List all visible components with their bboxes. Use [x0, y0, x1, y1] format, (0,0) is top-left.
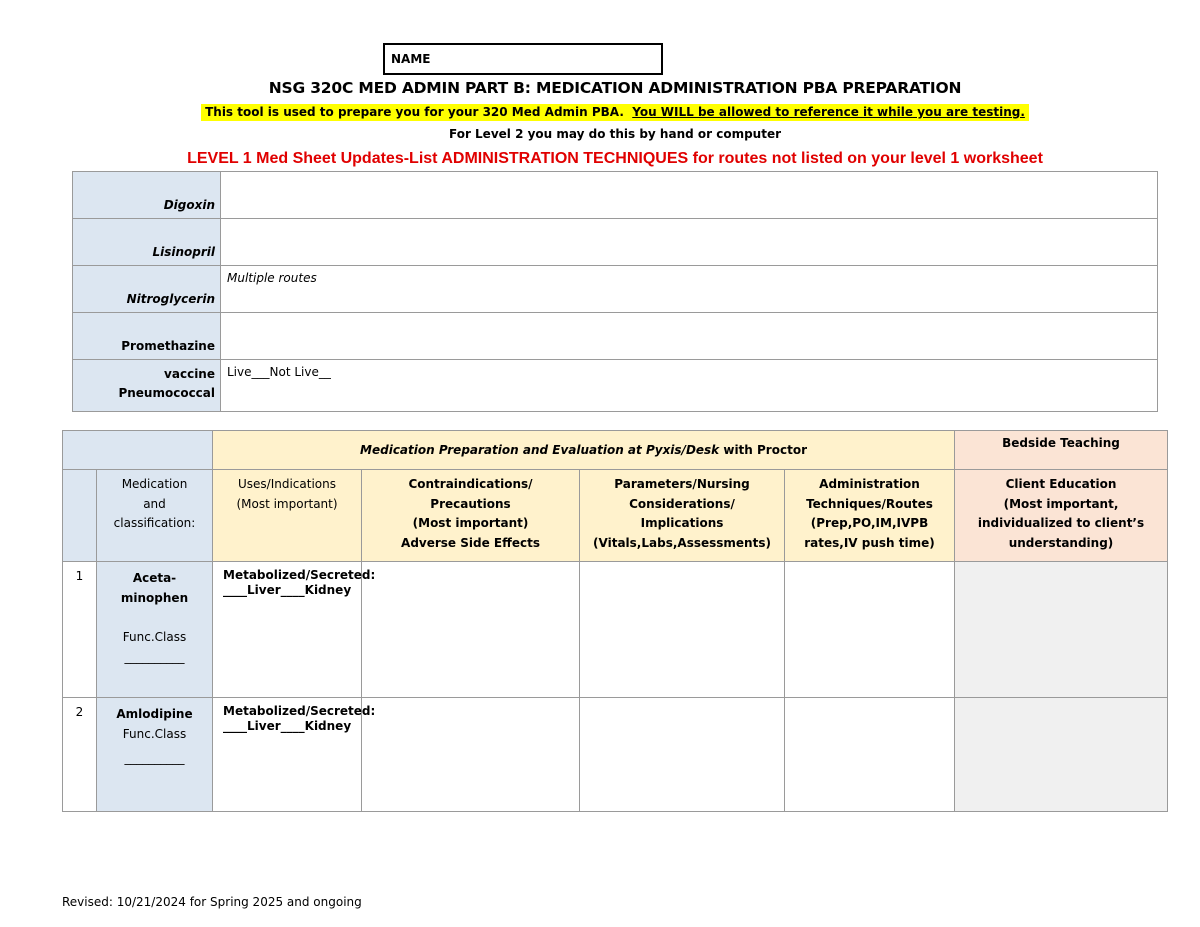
num-header	[63, 470, 97, 562]
page-title: NSG 320C MED ADMIN PART B: MEDICATION ADMINISTRATION PBA PREPARATION	[268, 79, 962, 97]
contraindications-cell[interactable]	[362, 562, 580, 698]
subtitle-part1: This tool is used to prepare you for your 320 Med Admin PBA.	[205, 105, 624, 119]
row-number: 2	[63, 698, 97, 812]
administration-cell[interactable]	[785, 698, 955, 812]
table-row	[73, 172, 1158, 219]
uses-header: Uses/Indications (Most important)	[213, 470, 362, 562]
func-class-blank[interactable]: __________	[124, 650, 185, 664]
table-row	[73, 266, 1158, 313]
drug-label-line1: vaccine	[164, 367, 215, 381]
func-class-label: Func.Class	[122, 630, 187, 644]
medication-name: Aceta-	[132, 571, 177, 585]
prep-banner	[213, 431, 955, 470]
medication-header: Medication and classification:	[97, 470, 213, 562]
func-class-label: Func.Class	[122, 727, 187, 741]
drug-label: Lisinopril	[73, 219, 221, 266]
education-cell[interactable]	[955, 698, 1168, 812]
drug-label: Nitroglycerin	[73, 266, 221, 313]
revision-footer: Revised: 10/21/2024 for Spring 2025 and ongoing	[62, 895, 362, 909]
drug-entry[interactable]: Live___Not Live__	[221, 360, 1158, 412]
subtitle-part2: You WILL be allowed to reference it while you are testing.	[632, 105, 1025, 119]
subtitle	[0, 105, 1200, 119]
banner-main: Medication Preparation and Evaluation at Pyxis/Desk	[360, 443, 720, 457]
parameters-cell[interactable]	[580, 698, 785, 812]
education-cell[interactable]	[955, 562, 1168, 698]
metabolized-options[interactable]: ____Liver____Kidney	[223, 583, 352, 597]
medication-cell	[97, 698, 213, 812]
header-blank	[63, 431, 213, 470]
table-row	[73, 313, 1158, 360]
table-header-row	[63, 431, 1168, 470]
contraindications-cell[interactable]	[362, 698, 580, 812]
medication-name: Amlodipine	[116, 707, 193, 721]
uses-cell[interactable]	[213, 562, 376, 698]
drug-entry[interactable]	[221, 219, 1158, 266]
prep-table	[62, 430, 1168, 812]
medication-cell	[97, 562, 213, 698]
level1-table	[72, 171, 1158, 412]
metabolized-label: Metabolized/Secreted:	[223, 704, 376, 718]
administration-header: Administration Techniques/Routes (Prep,PO,IM,IVPB rates,IV push time)	[785, 470, 955, 562]
education-header: Client Education (Most important, individualized to client’s understanding)	[955, 470, 1168, 562]
level2-note: For Level 2 you may do this by hand or computer	[448, 127, 782, 141]
drug-label	[73, 360, 221, 412]
drug-label: Promethazine	[73, 313, 221, 360]
level1-heading: LEVEL 1 Med Sheet Updates-List ADMINISTRATION TECHNIQUES for routes not listed on your level 1 worksheet	[187, 150, 1043, 167]
drug-entry[interactable]: Multiple routes	[221, 266, 1158, 313]
contraindications-header: Contraindications/ Precautions (Most important) Adverse Side Effects	[362, 470, 580, 562]
uses-cell[interactable]	[213, 698, 376, 812]
func-class-blank[interactable]: __________	[124, 751, 185, 765]
table-header-row	[63, 470, 1168, 562]
table-row	[63, 562, 1168, 698]
administration-cell[interactable]	[785, 562, 955, 698]
drug-label-line2: Pneumococcal	[118, 386, 215, 400]
parameters-header: Parameters/Nursing Considerations/ Implications (Vitals,Labs,Assessments)	[580, 470, 785, 562]
metabolized-options[interactable]: ____Liver____Kidney	[223, 719, 352, 733]
medication-name-cont: minophen	[120, 591, 189, 605]
bedside-teaching-header: Bedside Teaching	[955, 431, 1168, 470]
table-row	[73, 360, 1158, 412]
row-number: 1	[63, 562, 97, 698]
metabolized-label: Metabolized/Secreted:	[223, 568, 376, 582]
name-field[interactable]: NAME	[383, 43, 663, 75]
parameters-cell[interactable]	[580, 562, 785, 698]
drug-entry[interactable]	[221, 172, 1158, 219]
banner-small: with Proctor	[723, 443, 807, 457]
drug-label: Digoxin	[73, 172, 221, 219]
drug-entry[interactable]	[221, 313, 1158, 360]
table-row	[73, 219, 1158, 266]
table-row	[63, 698, 1168, 812]
